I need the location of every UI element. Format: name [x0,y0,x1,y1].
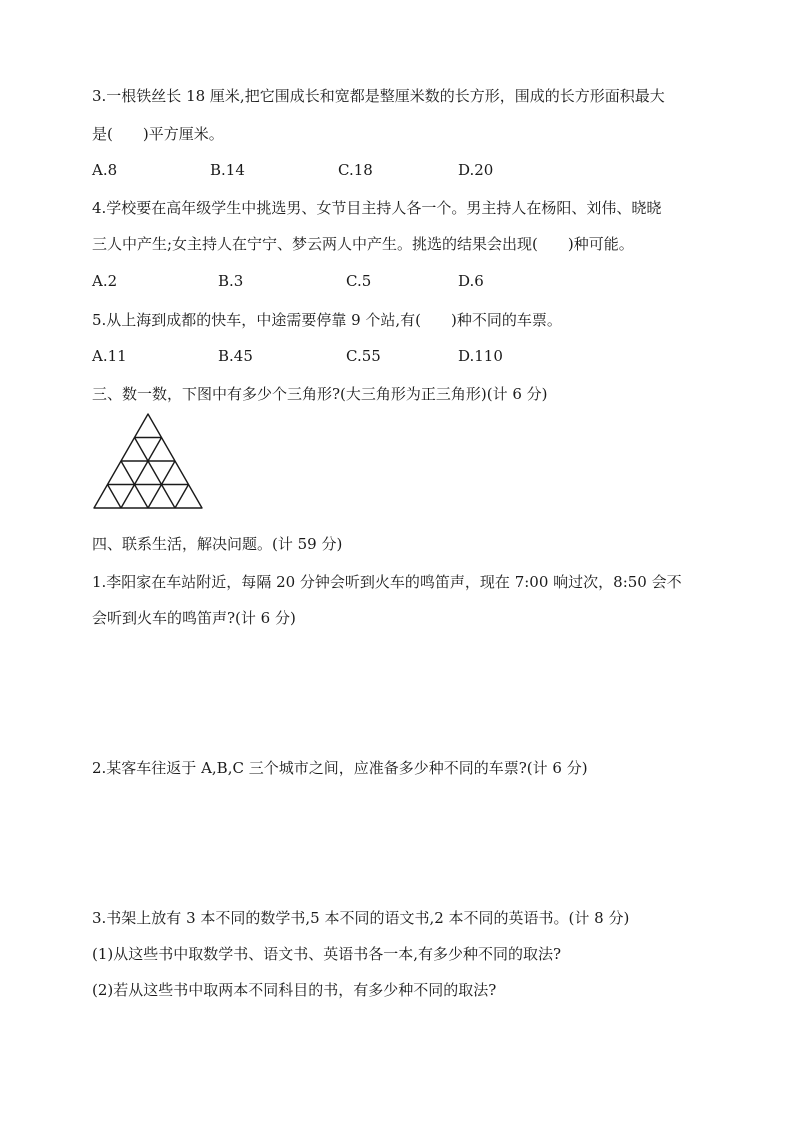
q4-option-d: D.6 [458,272,484,290]
s4-q3-line1: 3.书架上放有 3 本不同的数学书,5 本不同的语文书,2 本不同的英语书。(计 8 分) [92,909,630,927]
q3-option-d: D.20 [458,161,494,179]
q3-option-a: A.8 [92,161,118,179]
q3-option-c: C.18 [338,161,373,179]
section3-heading: 三、数一数，下图中有多少个三角形?(大三角形为正三角形)(计 6 分) [92,385,548,403]
s4-q3-sub1: (1)从这些书中取数学书、语文书、英语书各一本,有多少种不同的取法? [92,945,562,963]
q4-stem-line2: 三人中产生;女主持人在宁宁、梦云两人中产生。挑选的结果会出现( )种可能。 [92,235,634,253]
s4-q1-line1: 1.李阳家在车站附近，每隔 20 分钟会听到火车的鸣笛声，现在 7:00 响过次，8:50 会不 [92,573,682,591]
s4-q1-line2: 会听到火车的鸣笛声?(计 6 分) [92,609,296,627]
q5-option-b: B.45 [218,347,253,365]
q3-option-b: B.14 [210,161,245,179]
s4-q3-sub2: (2)若从这些书中取两本不同科目的书，有多少种不同的取法? [92,981,497,999]
section4-heading: 四、联系生活，解决问题。(计 59 分) [92,535,343,553]
grid-line [175,485,189,509]
triangle-grid-figure [92,412,204,510]
s4-q2-line1: 2.某客车往返于 A,B,C 三个城市之间，应准备多少种不同的车票?(计 6 分) [92,759,588,777]
q4-stem-line1: 4.学校要在高年级学生中挑选男、女节目主持人各一个。男主持人在杨阳、刘伟、晓晓 [92,199,662,217]
q4-option-a: A.2 [92,272,118,290]
q5-option-c: C.55 [346,347,381,365]
q5-option-a: A.11 [92,347,127,365]
q5-option-d: D.110 [458,347,503,365]
q3-stem-line2: 是( )平方厘米。 [92,125,224,143]
q5-stem-line1: 5.从上海到成都的快车，中途需要停靠 9 个站,有( )种不同的车票。 [92,311,562,329]
q4-option-c: C.5 [346,272,372,290]
q3-stem-line1: 3.一根铁丝长 18 厘米,把它围成长和宽都是整厘米数的长方形，围成的长方形面积最大 [92,87,665,105]
grid-line [108,485,122,509]
q4-option-b: B.3 [218,272,244,290]
